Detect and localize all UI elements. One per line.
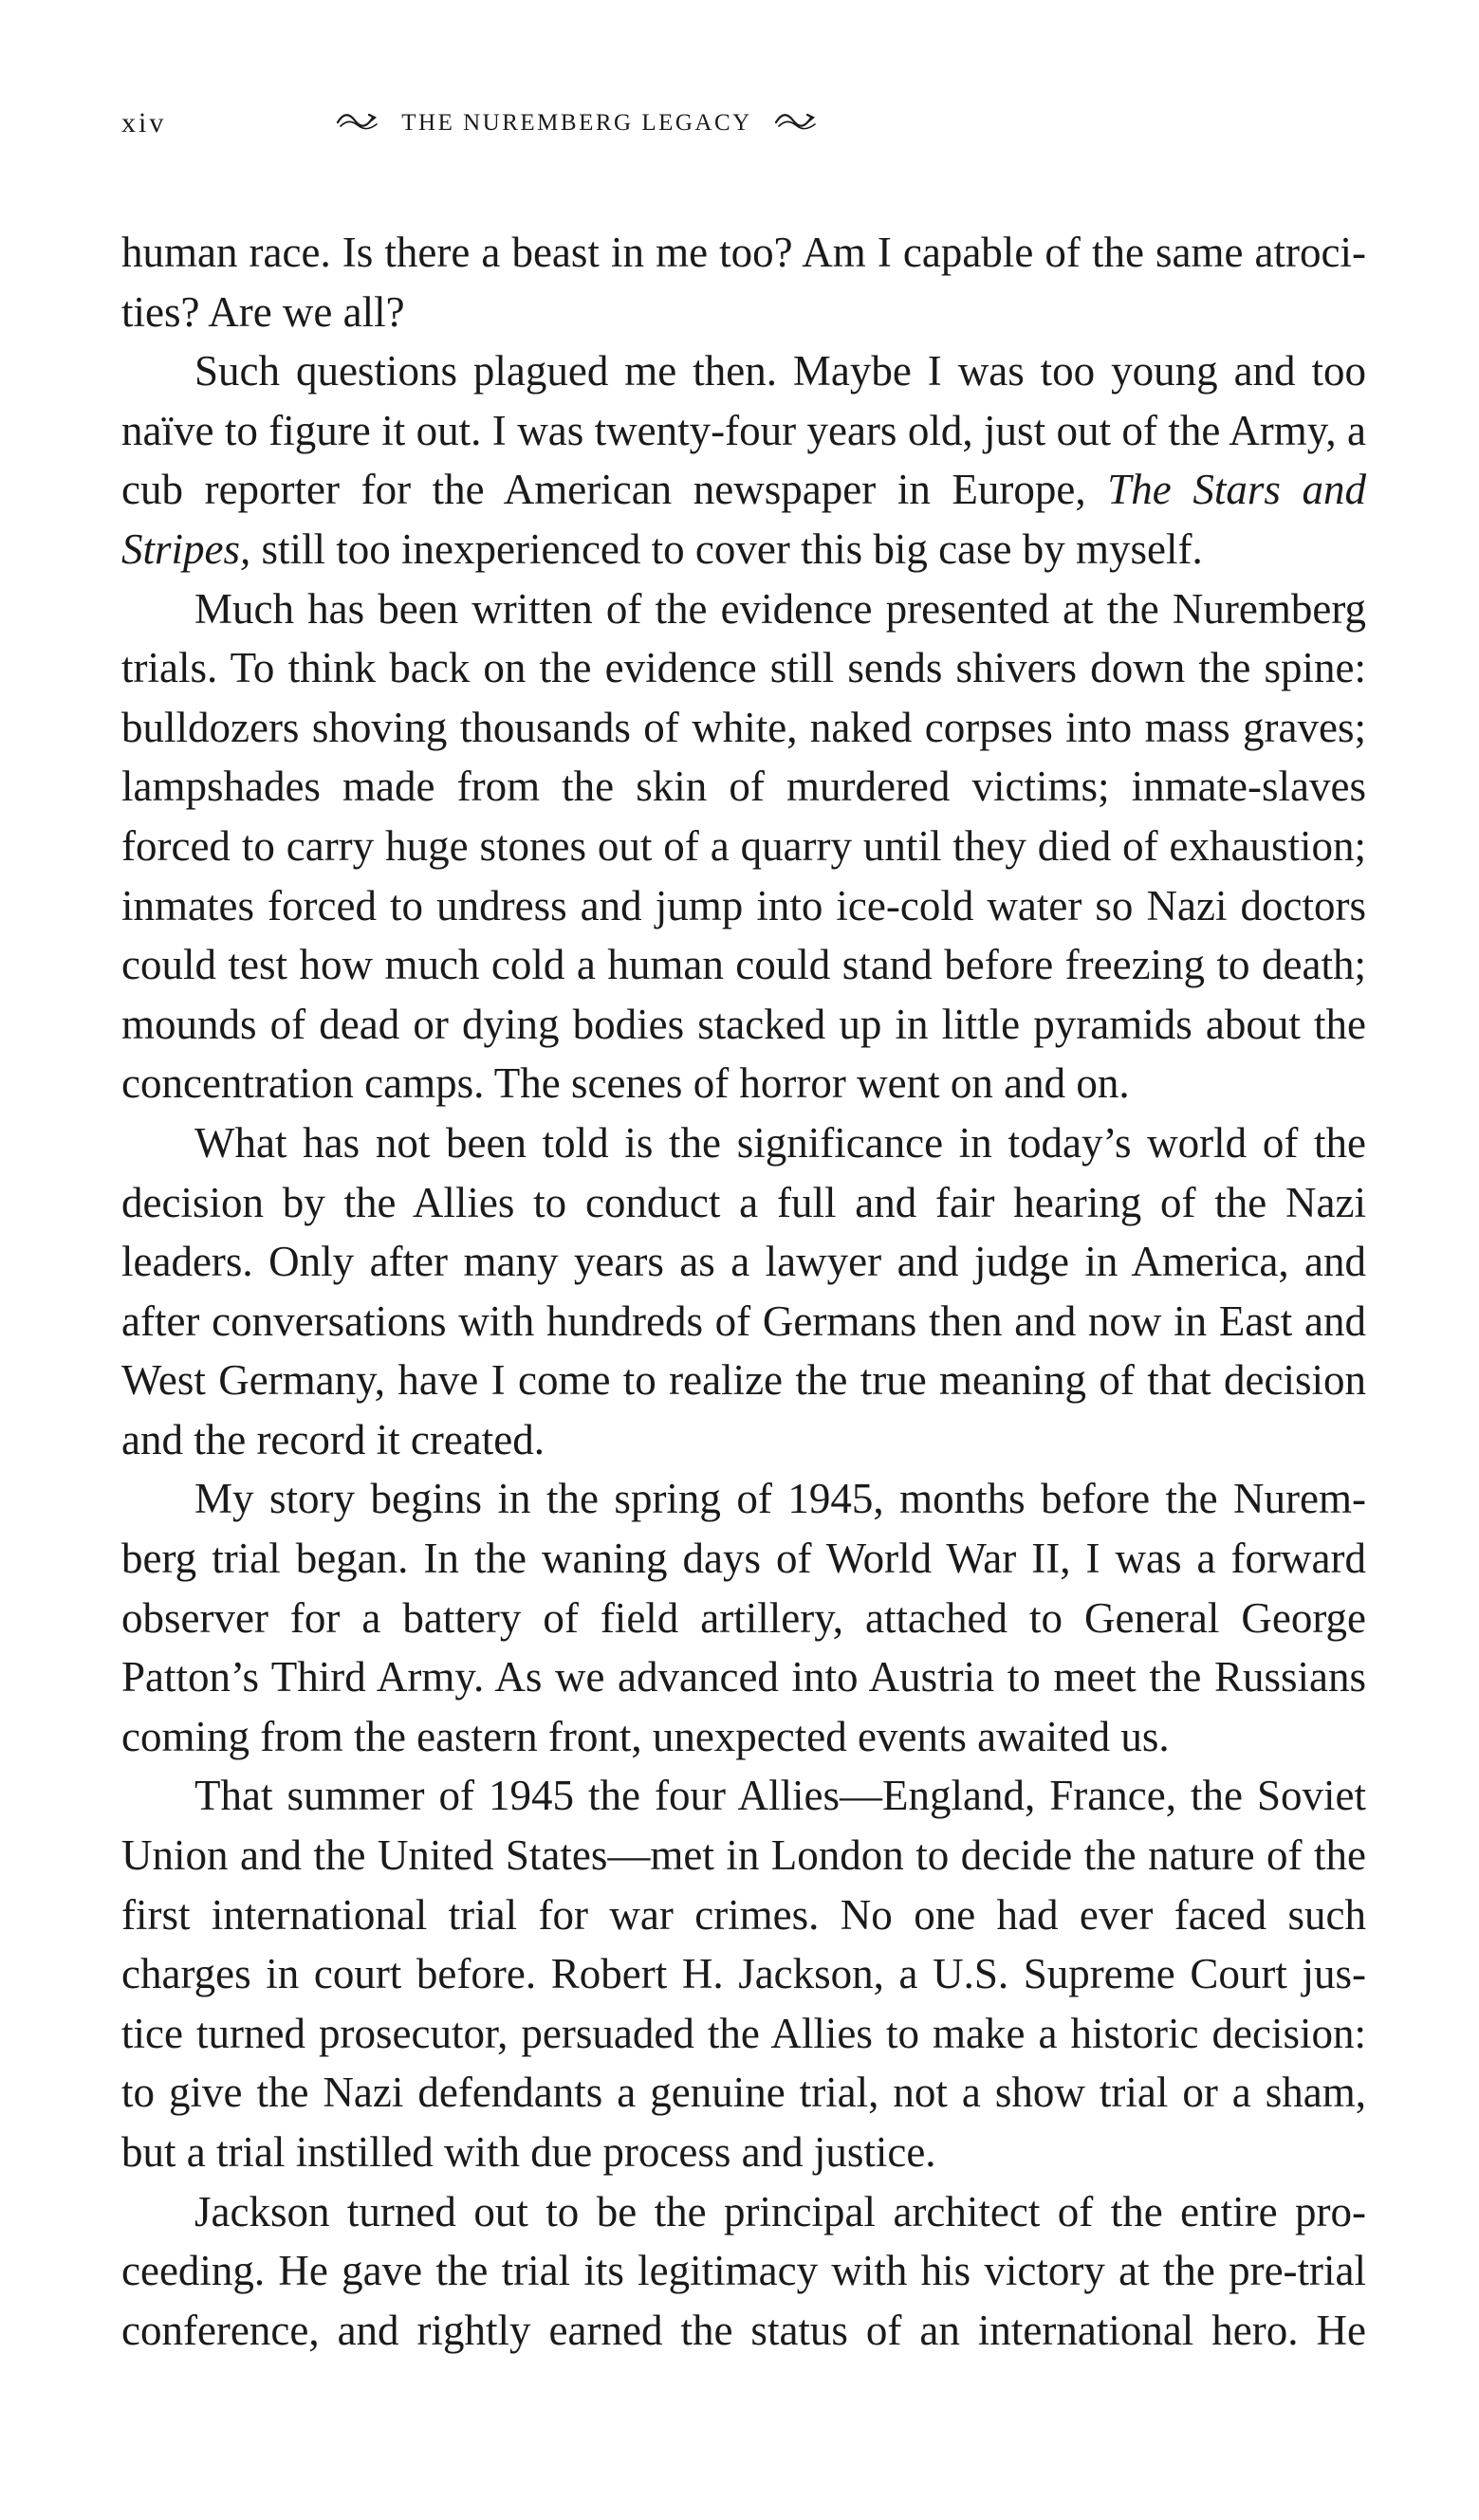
paragraph: That summer of 1945 the four Allies—England, France, the Soviet Union and the United States—met in London to decide the nature of the first international trial for war crimes. No one had ever faced such charges in court before. Robert H. Jackson, a U.S. Supreme Court justice turned prosecutor, persuaded the Allies to make a historic decision: to give the Nazi defendants a genuine trial, not a show trial or a sham, but a trial instilled with due process and justice.	[121, 1772, 1366, 2176]
paragraph: My story begins in the spring of 1945, months before the Nuremberg trial began. In the waning days of World War II, I was a forward observer for a battery of field artillery, attached to General George Patton’s Third Army. As we advanced into Austria to meet the Russians coming from the eastern front, unexpected events awaited us.	[121, 1475, 1366, 1760]
paragraph-continued: human race. Is there a beast in me too? Am I capable of the same atrocities? Are we all?	[121, 229, 1366, 336]
body-text	[121, 223, 1366, 2360]
page-number: xiv	[121, 107, 167, 138]
paragraph-text: still too inexperienced to cover this big case by myself.	[250, 524, 1203, 573]
running-title: THE NUREMBERG LEGACY	[401, 110, 752, 136]
wave-ornament-icon	[335, 110, 380, 133]
paragraph: Much has been written of the evidence presented at the Nuremberg trials. To think back on the evidence still sends shivers down the spine: bulldozers shoving thousands of white, naked corpses into mass graves; lampshades made from the skin of murdered victims; inmate-slaves forced to carry huge stones out of a quarry until they died of exhaustion; inmates forced to undress and jump into ice-cold water so Nazi doctors could test how much cold a human could stand before freezing to death; mounds of dead or dying bodies stacked up in little pyramids about the concentration camps. The scenes of horror went on and on.	[121, 584, 1366, 1108]
paragraph	[121, 341, 1366, 579]
newspaper-title: The Stars and Stripes,	[121, 466, 1366, 573]
running-head	[121, 102, 1364, 144]
wave-ornament-icon	[773, 110, 819, 133]
paragraph-text: Such questions plagued me then. Maybe I was too young and too naïve to figure it out. I was twenty-four years old, just out of the Army, a cub reporter for the American newspaper in Europe,	[121, 347, 1366, 514]
paragraph: What has not been told is the significance in today’s world of the decision by the Allies to conduct a full and fair hearing of the Nazi leaders. Only after many years as a lawyer and judge in America, and after conversations with hundreds of Germans then and now in East and West Germany, have I come to realize the true meaning of that decision and the record it created.	[121, 1118, 1366, 1463]
paragraph: Jackson turned out to be the principal architect of the entire proceeding. He gave the trial its legitimacy with his victory at the pre-trial conference, and rightly earned the status of an international hero. He	[121, 2187, 1366, 2354]
running-title-block	[121, 102, 1032, 144]
